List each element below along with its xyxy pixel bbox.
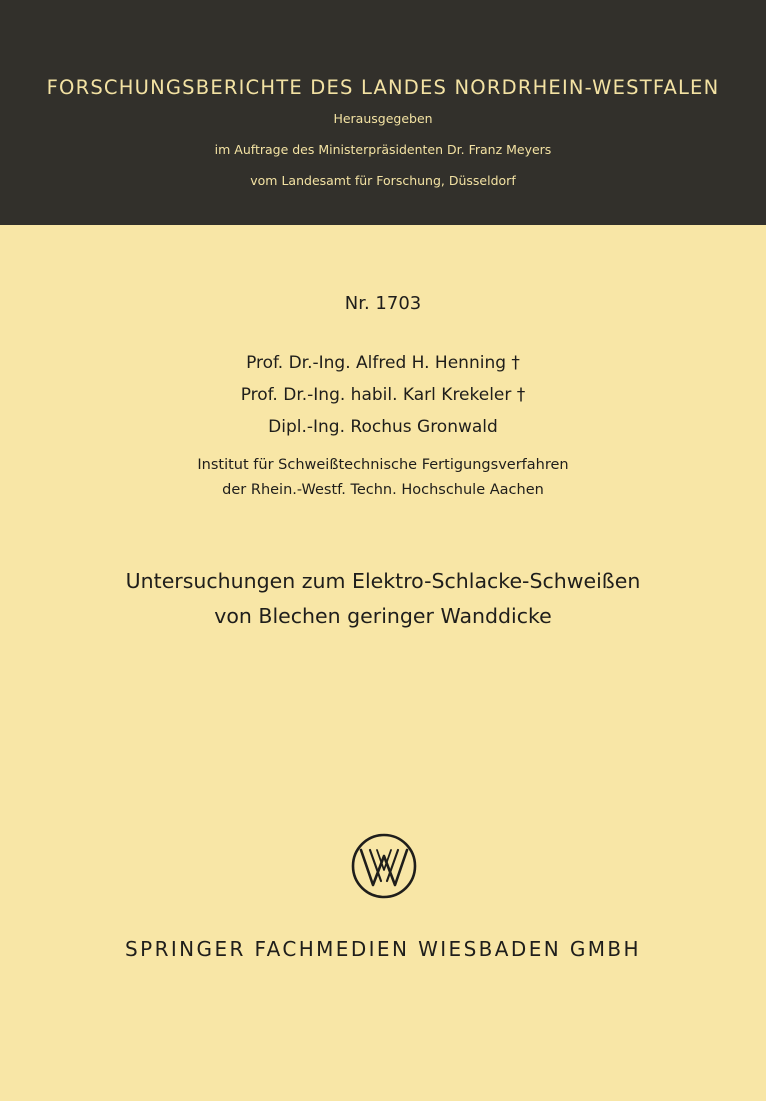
- springer-wv-logo-icon: [350, 832, 418, 900]
- title-line-2: von Blechen geringer Wanddicke: [214, 604, 552, 628]
- title-line-1: Untersuchungen zum Elektro-Schlacke-Schweißen: [125, 569, 641, 593]
- author-2: Prof. Dr.-Ing. habil. Karl Krekeler †: [240, 385, 526, 405]
- editor-label: Herausgegeben: [333, 111, 433, 126]
- header-band: [0, 0, 766, 225]
- report-number: Nr. 1703: [344, 293, 422, 314]
- publisher-name: SPRINGER FACHMEDIEN WIESBADEN GMBH: [125, 937, 641, 961]
- institute-line-2: der Rhein.-Westf. Techn. Hochschule Aachen: [222, 482, 544, 498]
- author-1: Prof. Dr.-Ing. Alfred H. Henning †: [246, 353, 520, 373]
- institute-line-1: Institut für Schweißtechnische Fertigungsverfahren: [197, 457, 569, 473]
- editor-authority: im Auftrage des Ministerpräsidenten Dr. Franz Meyers: [214, 142, 552, 157]
- editor-office: vom Landesamt für Forschung, Düsseldorf: [250, 173, 516, 188]
- series-title: FORSCHUNGSBERICHTE DES LANDES NORDRHEIN-WESTFALEN: [46, 76, 720, 99]
- author-3: Dipl.-Ing. Rochus Gronwald: [268, 417, 498, 437]
